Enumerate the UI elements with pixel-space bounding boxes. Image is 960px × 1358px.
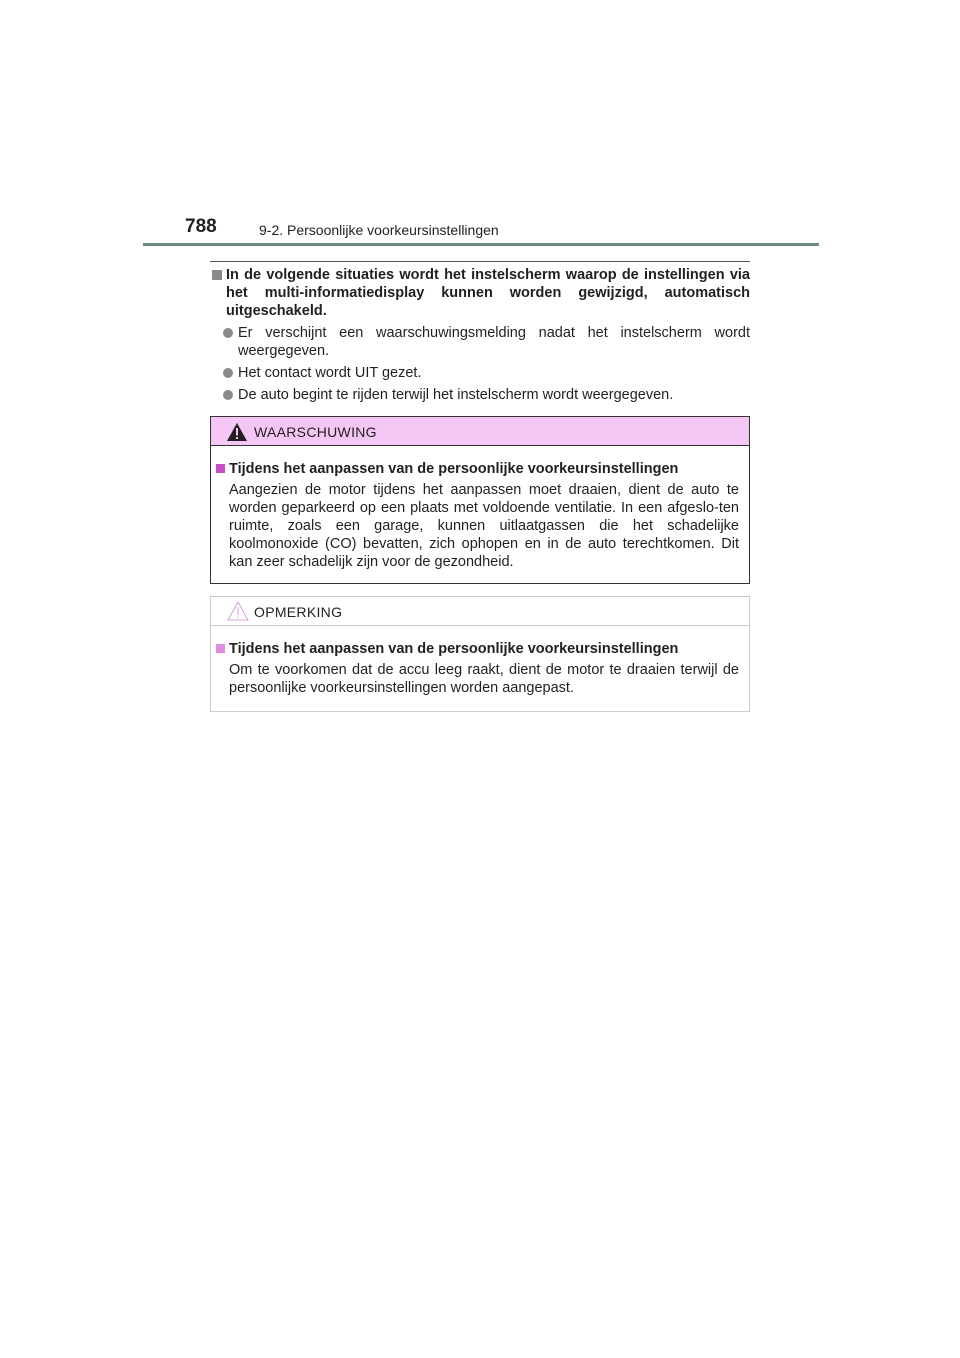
list-item-text: De auto begint te rijden terwijl het instelscherm wordt weergegeven. <box>238 387 674 403</box>
list-item <box>210 386 750 404</box>
section-divider <box>210 261 750 262</box>
round-bullet-icon <box>223 390 233 400</box>
list-item-text: Het contact wordt UIT gezet. <box>238 365 422 381</box>
section-title: 9-2. Persoonlijke voorkeursinstellingen <box>259 222 499 238</box>
warning-title: WAARSCHUWING <box>254 424 377 440</box>
warning-heading-text: Tijdens het aanpassen van de persoonlijke voorkeursinstellingen <box>229 461 679 477</box>
round-bullet-icon <box>223 328 233 338</box>
notice-title: OPMERKING <box>254 604 343 620</box>
intro-heading-text: In de volgende situaties wordt het instelscherm waarop de instellingen via het multi-informatiedisplay kunnen worden gewijzigd, automatisch uitgeschakeld. <box>226 267 750 319</box>
warning-triangle-outline-icon <box>227 601 249 621</box>
list-item <box>210 324 750 360</box>
warning-triangle-filled-icon <box>227 423 247 441</box>
round-bullet-icon <box>223 368 233 378</box>
warning-text: Aangezien de motor tijdens het aanpassen moet draaien, dient de auto te worden geparkeerd op een plaats met voldoende ventilatie. In een afgeslo-ten ruimte, zoals een garage, kunnen uitlaatgassen die het schadelijke koolmonoxide (CO) bevatten, zich ophopen en in de auto terechtkomen. Dit kan zeer schadelijk zijn voor de gezondheid. <box>229 482 739 570</box>
page-number: 788 <box>185 216 217 237</box>
header-rule <box>143 243 819 246</box>
warning-header <box>211 417 749 446</box>
square-bullet-icon <box>216 644 225 653</box>
notice-body <box>211 626 749 697</box>
list-item-text: Er verschijnt een waarschuwingsmelding nadat het instelscherm wordt weergegeven. <box>238 325 750 359</box>
warning-body <box>211 446 749 571</box>
notice-text: Om te voorkomen dat de accu leeg raakt, dient de motor te draaien terwijl de persoonlijke voorkeursinstellingen worden aangepast. <box>229 662 739 696</box>
intro-heading <box>210 266 750 320</box>
intro-section <box>210 266 750 404</box>
square-bullet-icon <box>212 270 222 280</box>
warning-heading <box>216 460 739 478</box>
square-bullet-icon <box>216 464 225 473</box>
notice-heading-text: Tijdens het aanpassen van de persoonlijke voorkeursinstellingen <box>229 641 679 657</box>
notice-box <box>210 596 750 712</box>
warning-box <box>210 416 750 584</box>
notice-heading <box>216 640 739 658</box>
notice-header <box>211 597 749 626</box>
list-item <box>210 364 750 382</box>
